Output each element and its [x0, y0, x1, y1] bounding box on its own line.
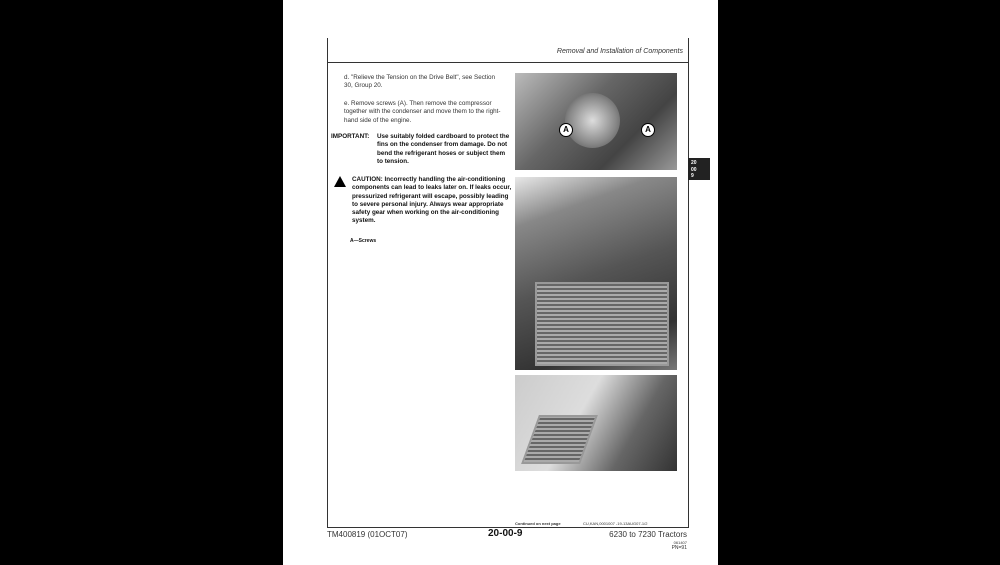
step-d: d. "Relieve the Tension on the Drive Belt", see Section 30, Group 20.	[344, 74, 496, 90]
legend-screws: A—Screws	[350, 238, 377, 244]
important-label: IMPORTANT:	[331, 133, 370, 140]
continued-note: Continued on next page	[515, 521, 561, 526]
date-code: 061407	[673, 540, 687, 545]
callout-a-left: A	[559, 123, 573, 137]
header-divider	[327, 62, 688, 63]
condenser-detail-photo	[515, 375, 677, 471]
step-e: e. Remove screws (A). Then remove the compressor together with the condenser and move them to the right-hand side of the engine.	[344, 100, 501, 124]
compressor-photo	[515, 73, 677, 170]
callout-a-right: A	[641, 123, 655, 137]
page-number: 20-00-9	[488, 528, 523, 539]
condenser-grid	[535, 282, 669, 366]
models: 6230 to 7230 Tractors	[609, 530, 687, 539]
warning-triangle-icon	[334, 176, 346, 187]
important-text: Use suitably folded cardboard to protect the fins on the condenser from damage. Do not bend the refrigerant hoses or subject them to tension.	[377, 133, 510, 165]
manual-number: TM400819 (01OCT07)	[327, 530, 408, 539]
section-header: Removal and Installation of Components	[556, 48, 683, 55]
condenser-photo	[515, 177, 677, 370]
pn-code: PN=91	[671, 545, 687, 551]
section-tab: 20 00 9	[688, 158, 710, 180]
document-page	[283, 0, 718, 565]
ref-code: CU,KAN,0001007 -19-13AUG07-1/2	[583, 521, 648, 526]
caution-text: CAUTION: Incorrectly handling the air-conditioning components can lead to leaks later on. If leaks occur, pressurized refrigerant will escape, possibly leading to severe personal injury. Always wear appropriate safety gear when working on the air-conditioning system.	[352, 176, 512, 225]
condenser-detail-grid	[521, 415, 598, 464]
